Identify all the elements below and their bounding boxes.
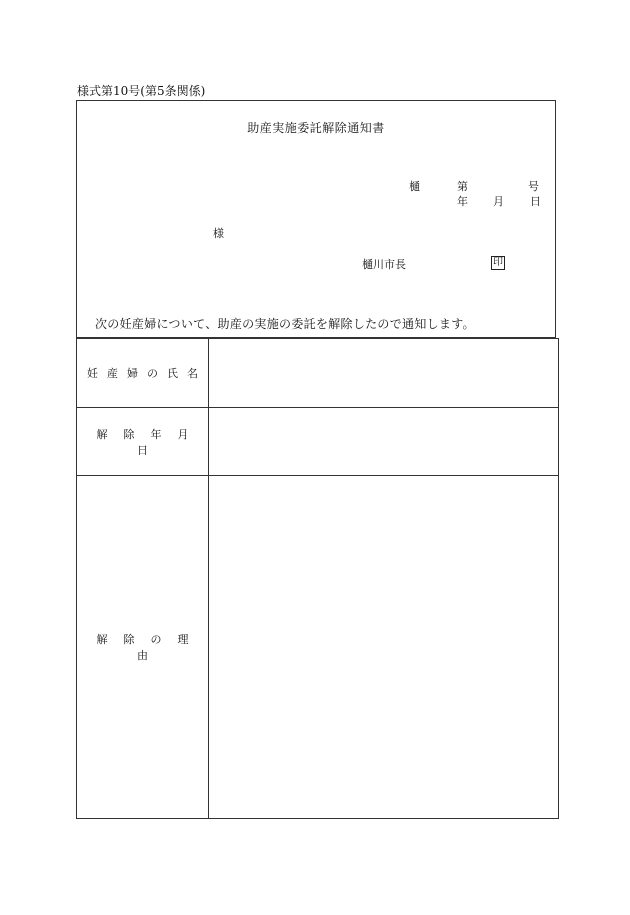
cancellation-reason-field[interactable]	[209, 476, 559, 819]
date-year-label: 年	[457, 195, 468, 208]
date-day-label: 日	[530, 195, 541, 208]
table-row	[77, 408, 559, 476]
date-month-label: 月	[493, 195, 504, 208]
cancellation-reason-label	[77, 476, 209, 819]
label-char: の	[150, 633, 162, 646]
label-char: 日	[137, 443, 148, 457]
label-char: の	[147, 367, 158, 380]
label-char: 妊	[87, 367, 98, 380]
label-char: 解	[96, 427, 108, 441]
addressee-suffix: 様	[213, 227, 224, 240]
label-char: 名	[187, 367, 198, 380]
document-title: 助産実施委託解除通知書	[247, 121, 385, 135]
label-char: 解	[96, 633, 108, 646]
label-char: 由	[137, 649, 148, 662]
label-char: 除	[123, 633, 135, 646]
label-char: 氏	[167, 367, 178, 380]
form-number: 様式第10号(第5条関係)	[77, 84, 206, 98]
table-row	[77, 339, 559, 408]
notice-statement: 次の妊産婦について、助産の実施の委託を解除したので通知します。	[95, 317, 475, 331]
document-number-prefix: 樋	[409, 180, 420, 193]
details-table	[76, 338, 559, 819]
issuer-name: 樋川市長	[362, 258, 406, 271]
seal-mark: 印	[493, 257, 503, 268]
pregnant-woman-name-field[interactable]	[209, 339, 559, 408]
cancellation-date-label	[77, 408, 209, 476]
table-row	[77, 476, 559, 819]
label-char: 除	[123, 427, 135, 441]
label-char: 産	[107, 367, 118, 380]
notice-header-box	[76, 100, 556, 338]
document-number-go: 号	[528, 180, 539, 193]
label-char: 月	[177, 427, 189, 441]
label-char: 理	[177, 633, 189, 646]
label-char: 婦	[127, 367, 138, 380]
cancellation-date-field[interactable]	[209, 408, 559, 476]
document-number-dai: 第	[457, 180, 468, 193]
pregnant-woman-name-label	[77, 339, 209, 408]
label-char: 年	[150, 427, 162, 441]
